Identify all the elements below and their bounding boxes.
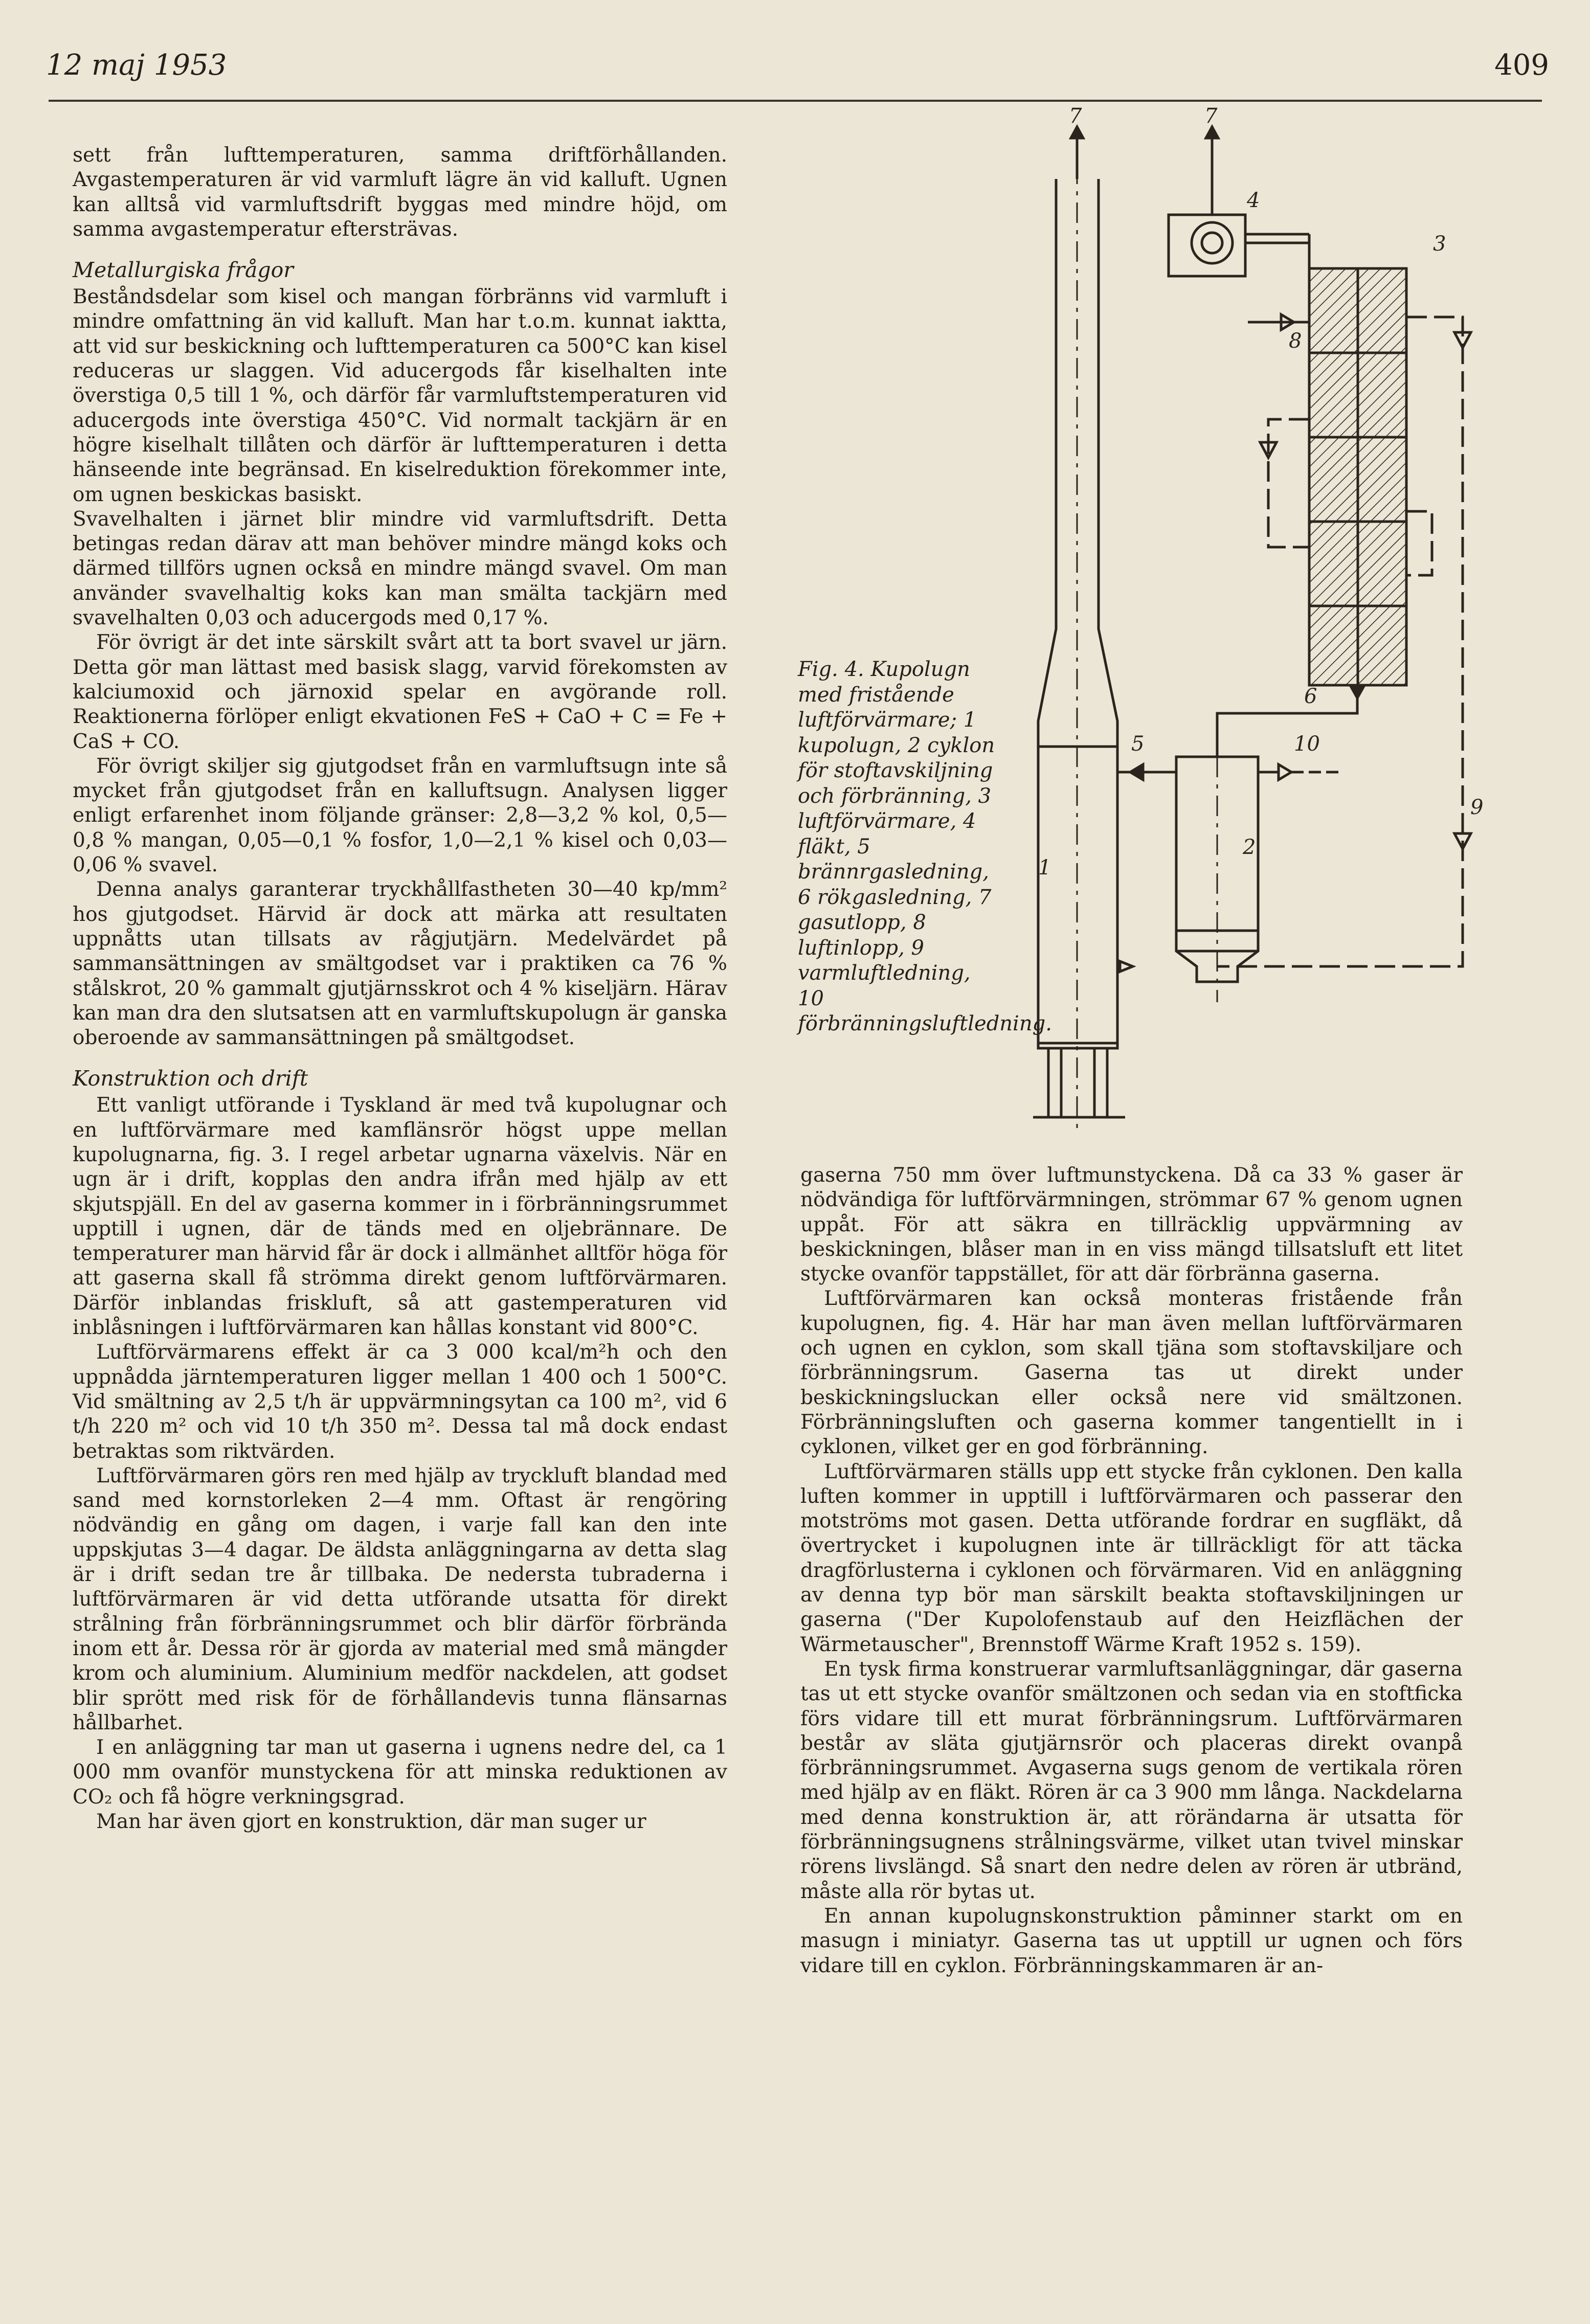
paragraph: Man har även gjort en konstruktion, där man suger ur bbox=[96, 1810, 646, 1833]
diagram-labels bbox=[1038, 104, 1483, 879]
paragraph: Svavelhalten i järnet blir mindre vid varmluftsdrift. Detta betingas redan därav att man behöver mindre mängd koks och därmed tillförs ugnen också en mindre mängd svavel. Om man använder svavelhaltig koks kan man smälta tackjärn med svavelhalten 0,03 och aducergods med 0,17 %. bbox=[73, 507, 727, 630]
paragraph: I en anläggning tar man ut gaserna i ugnens nedre del, ca 1 000 mm ovanför munstyckena för att minska reduktionen av CO₂ och få högre verkningsgrad. bbox=[73, 1736, 727, 1809]
label-10: 10 bbox=[1294, 732, 1320, 756]
combustion-air-line bbox=[1258, 764, 1340, 780]
section-heading-construction: Konstruktion och drift bbox=[73, 1066, 308, 1091]
header-rule bbox=[49, 100, 1542, 102]
label-7a: 7 bbox=[1069, 104, 1082, 128]
paragraph: Denna analys garanterar tryckhållfastheten 30—40 kp/mm² hos gjutgodset. Härvid är dock att märka att resultaten uppnåtts utan tillsats av rågjutjärn. Medelvärdet på sammansättningen av smältgodset var i praktiken ca 76 % stålskrot, 20 % gammalt gjutjärnsskrot och 4 % kiseljärn. Härav kan man dra den slutsatsen att en varmluftskupolugn är ganska oberoende av sammansättningen på smältgodset. bbox=[73, 878, 727, 1050]
label-4: 4 bbox=[1247, 189, 1260, 212]
hot-air-branch bbox=[1120, 833, 1471, 972]
label-1: 1 bbox=[1038, 856, 1051, 879]
air-inlet bbox=[1248, 314, 1309, 330]
label-2: 2 bbox=[1243, 836, 1256, 859]
paragraph: sett från lufttemperaturen, samma driftförhållanden. Avgastemperaturen är vid varmluft lägre än vid kalluft. Ugnen kan alltså vid varmluftsdrift byggas med mindre höjd, om samma avgastemperatur eftersträvas. bbox=[73, 144, 727, 241]
paragraph: Luftförvärmaren kan också monteras fristående från kupolugnen, fig. 4. Här har man även mellan luftförvärmaren och ugnen en cyklon, som skall tjäna som stoftavskiljare och förbränningsrum. Gaserna tas ut direkt under beskickningsluckan eller också nere vid smältzonen. Förbränningsluften och gaserna kommer tangentiellt in i cyklonen, vilket ger en god förbränning. bbox=[800, 1287, 1463, 1459]
gas-outlet-arrows bbox=[1071, 127, 1218, 215]
section-heading-metallurgy: Metallurgiska frågor bbox=[73, 258, 294, 283]
page-header bbox=[46, 49, 1549, 100]
flue-gas-line bbox=[1217, 685, 1463, 757]
label-5: 5 bbox=[1131, 732, 1145, 756]
label-7b: 7 bbox=[1204, 104, 1218, 128]
paragraph: För övrigt skiljer sig gjutgodset från en varmluftsugn inte så mycket från gjutgodset från en kalluftsugn. Analysen ligger enligt erfarenhet inom följande gränser: 2,8—3,2 % kol, 0,5—0,8 % mangan, 0,05—0,1 % fosfor, 1,0—2,1 % kisel och 0,03—0,06 % svavel. bbox=[73, 754, 727, 877]
right-column bbox=[800, 1163, 1463, 1978]
paragraph: Ett vanligt utförande i Tyskland är med två kupolugnar och en luftförvärmare med kamflänsrör högst uppe mellan kupolugnarna, fig. 3. I regel arbetar ugnarna växelvis. När en ugn är i drift, kopplas den andra ifrån med hjälp av ett skjutspjäll. En del av gaserna kommer in i förbränningsrummet upptill i ugnen, där de tänds med en oljebrännare. De temperaturer man härvid får är dock i allmänhet alltför höga för att gaserna skall få strömma direkt genom luftförvärmaren. Därför inblandas friskluft, så att gastemperaturen vid inblåsningen i luftförvärmaren kan hållas konstant vid 800°C. bbox=[73, 1094, 727, 1340]
paragraph: Luftförvärmaren ställs upp ett stycke från cyklonen. Den kalla luften kommer in upptill i luftförvärmaren och passerar den motströms mot gasen. Detta utförande fordrar en sugfläkt, då övertrycket i kupolugnen inte är tillräckligt för att täcka dragförlusterna i cyklonen och förvärmaren. Vid en anläggning av denna typ bör man särskilt beakta stoftavskiljningen ur gaserna ("Der Kupolofenstaub auf den Heizflächen der Wärmetauscher", Brennstoff Wärme Kraft 1952 s. 159). bbox=[800, 1460, 1463, 1656]
air-preheater bbox=[1309, 268, 1406, 685]
label-6: 6 bbox=[1304, 685, 1317, 708]
label-8: 8 bbox=[1289, 329, 1302, 353]
cupola-diagram-svg bbox=[1002, 102, 1519, 1150]
figure-4-diagram bbox=[1002, 102, 1519, 1150]
paragraph: En tysk firma konstruerar varmluftsanläggningar, där gaserna tas ut ett stycke ovanför smältzonen och sedan via en stoftficka förs vidare till ett murat förbränningsrum. Luftförvärmaren består av släta gjutjärnsrör och placeras direkt ovanpå förbränningsrummet. Avgaserna sugs genom de vertikala rören med hjälp av en fläkt. Rören är ca 3 900 mm långa. Nackdelarna med denna konstruktion är, att rörändarna är utsatta för förbränningsugnens strålningsvärme, vilket utan tvivel minskar rörens livslängd. Så snart den nedre delen av rören är utbränd, måste alla rör bytas ut. bbox=[800, 1657, 1463, 1903]
figure-caption: Fig. 4. Kupolugn med fristående luftförvärmare; 1 kupolugn, 2 cyklon för stoftavskiljning och förbränning, 3 luftförvärmare, 4 fläkt, 5 brännrgasledning, 6 rökgasledning, 7 gasutlopp, 8 luftinlopp, 9 varmluftledning, 10 förbränningsluftledning. bbox=[798, 658, 1052, 1035]
paragraph: Luftförvärmarens effekt är ca 3 000 kcal/m²h och den uppnådda järntemperaturen ligger mellan 1 400 och 1 500°C. Vid smältning av 2,5 t/h är uppvärmningsytan ca 100 m², vid 6 t/h 220 m² och vid 10 t/h 350 m². Dessa tal må dock endast betraktas som riktvärden. bbox=[73, 1341, 727, 1463]
paragraph: En annan kupolugnskonstruktion påminner starkt om en masugn i miniatyr. Gaserna tas ut upptill ur ugnen och förs vidare till en cyklon. Förbränningskammaren är an- bbox=[800, 1904, 1463, 1977]
burner-gas-line bbox=[1117, 764, 1176, 780]
fan bbox=[1169, 215, 1309, 276]
label-3: 3 bbox=[1433, 232, 1446, 256]
page-number: 409 bbox=[1494, 49, 1549, 82]
paragraph: Beståndsdelar som kisel och mangan förbränns vid varmluft i mindre omfattning än vid kalluft. Man har t.o.m. kunnat iaktta, att vid sur beskickning och lufttemperaturen ca 500°C kan kisel reduceras ur slaggen. Vid aducergods får kiselhalten inte överstiga 0,5 till 1 %, och därför får varmluftstemperaturen vid aducergods inte överstiga 450°C. Vid normalt tackjärn är en högre kiselhalt tillåten och därför är lufttemperaturen i detta hänseende inte begränsad. En kiselreduktion förekommer inte, om ugnen beskickas basiskt. bbox=[73, 285, 727, 506]
cupola-furnace bbox=[1033, 164, 1125, 1130]
paragraph: Luftförvärmaren görs ren med hjälp av tryckluft blandad med sand med kornstorleken 2—4 mm. Oftast är rengöring nödvändig en gång om dagen, i varje fall kan den inte uppskjutas 3—4 dagar. De äldsta anläggningarna av detta slag är i drift sedan tre år tillbaka. De nedersta tubraderna i luftförvärmaren är vid detta utförande utsatta för direkt strålning från förbränningsrummet och blir därför förbrända inom ett år. Dessa rör är gjorda av material med små mängder krom och aluminium. Aluminium medför nackdelen, att godset blir sprött med risk för de förhållandevis tunna flänsarnas hållbarhet. bbox=[73, 1464, 727, 1734]
left-column bbox=[73, 143, 727, 1834]
label-9: 9 bbox=[1470, 796, 1484, 819]
paragraph: För övrigt är det inte särskilt svårt att ta bort svavel ur järn. Detta gör man lättast med basisk slagg, varvid förekomsten av kalciumoxid och järnoxid spelar en avgörande roll. Reaktionerna förlöper enligt ekvationen FeS + CaO + C = Fe + CaS + CO. bbox=[73, 631, 727, 753]
issue-date: 12 maj 1953 bbox=[46, 49, 227, 82]
paragraph: gaserna 750 mm över luftmunstyckena. Då ca 33 % gaser är nödvändiga för luftförvärmningen, strömmar 67 % genom ugnen uppåt. För att säkra en tillräcklig uppvärmning av beskickningen, blåser man in en viss mängd tillsatsluft ett litet stycke ovanför tappstället, för att där förbränna gaserna. bbox=[800, 1164, 1463, 1286]
